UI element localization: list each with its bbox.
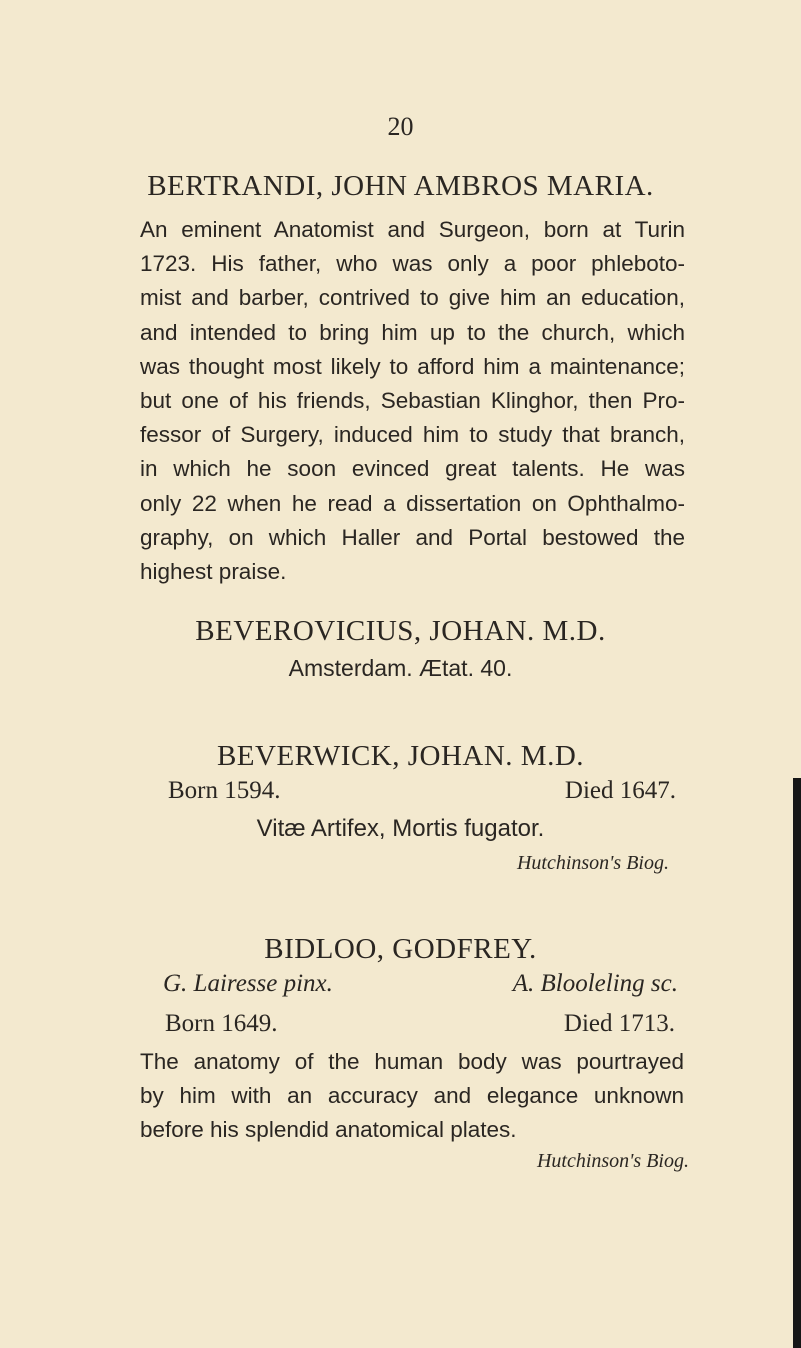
text-line: by him with an accuracy and elegance unknown <box>140 1083 684 1109</box>
text-line: only 22 when he read a dissertation on Ophthalmo- <box>140 490 685 516</box>
died-date: Died 1647. <box>564 777 676 804</box>
entry-subline-beverovicius: Amsterdam. Ætat. 40. <box>288 655 513 681</box>
motto-beverwick: Vitæ Artifex, Mortis fugator. <box>256 815 545 842</box>
life-dates-beverwick <box>168 777 676 805</box>
source-citation-bidloo: Hutchinson's Biog. <box>536 1150 689 1172</box>
entry-heading-beverwick: BEVERWICK, JOHAN. M.D. <box>216 740 585 772</box>
artist-credits-bidloo <box>163 970 678 998</box>
entry-text-bertrandi <box>140 213 685 589</box>
text-line: before his splendid anatomical plates. <box>140 1117 517 1143</box>
text-line: highest praise. <box>140 559 287 585</box>
text-line: 1723. His father, who was only a poor phleboto- <box>140 251 685 277</box>
text-line: graphy, on which Haller and Portal bestowed the <box>140 524 685 550</box>
entry-heading-beverovicius: BEVEROVICIUS, JOHAN. M.D. <box>195 615 606 647</box>
text-line: in which he soon evinced great talents. He was <box>140 456 685 482</box>
text-line: The anatomy of the human body was pourtrayed <box>140 1049 684 1074</box>
entry-text-bidloo <box>140 1045 684 1148</box>
entry-heading-bidloo: BIDLOO, GODFREY. <box>264 933 537 965</box>
page-number: 20 <box>387 112 414 141</box>
text-line: fessor of Surgery, induced him to study that branch, <box>140 422 685 448</box>
painter-credit: G. Lairesse pinx. <box>163 970 333 997</box>
text-line: and intended to bring him up to the church, which <box>140 319 685 345</box>
text-line: mist and barber, contrived to give him an education, <box>140 285 685 311</box>
born-date: Born 1649. <box>165 1010 278 1037</box>
engraver-credit: A. Blooleling sc. <box>512 970 678 997</box>
entry-heading-bertrandi: BERTRANDI, JOHN AMBROS MARIA. <box>147 170 654 202</box>
text-line: but one of his friends, Sebastian Klinghor, then Pro- <box>140 388 685 414</box>
page-edge-shadow <box>793 778 801 1348</box>
text-line: An eminent Anatomist and Surgeon, born at Turin <box>140 217 685 242</box>
source-citation-beverwick: Hutchinson's Biog. <box>516 852 669 874</box>
life-dates-bidloo <box>165 1010 675 1038</box>
text-line: was thought most likely to afford him a maintenance; <box>140 353 685 379</box>
born-date: Born 1594. <box>168 777 281 804</box>
died-date: Died 1713. <box>563 1010 675 1037</box>
